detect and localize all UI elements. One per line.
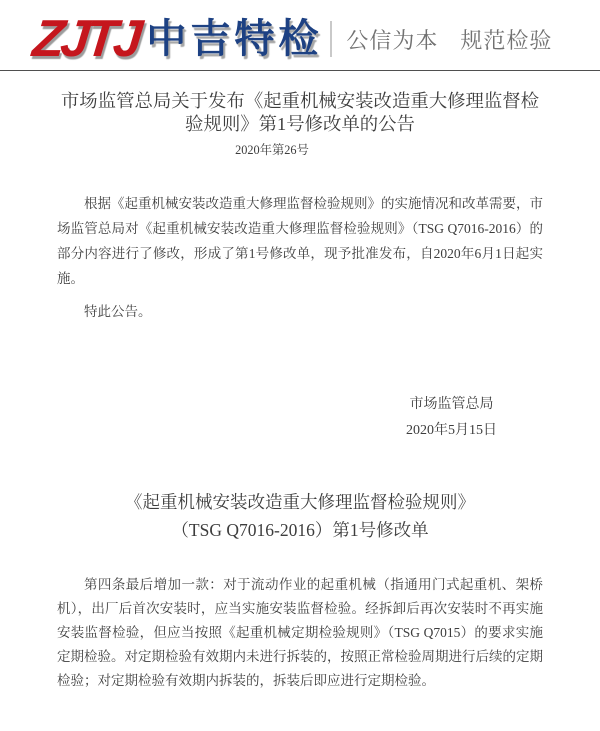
amendment-title xyxy=(57,488,543,544)
signature-date: 2020年5月15日 xyxy=(406,423,497,438)
tagline-left: 公信为本 xyxy=(346,27,439,53)
signature-agency: 市场监管总局 xyxy=(409,397,494,412)
logo-latin-text: ZJTJ xyxy=(29,10,142,68)
announcement-title: 市场监管总局关于发布《起重机械安装改造重大修理监督检验规则》第1号修改单的公告 xyxy=(60,91,540,134)
header-vertical-divider xyxy=(330,21,332,57)
document-body xyxy=(0,90,600,693)
announcement-paragraph-1: 根据《起重机械安装改造重大修理监督检验规则》的实施情况和改革需要，市场监管总局对《起重机械安装改造重大修理监督检验规则》（TSG Q7016-2016）的部分内容进行了修改，形成了第1号修改单，现予批准发布，自2020年6月1日起实施。 xyxy=(57,196,543,286)
tagline-right: 规范检验 xyxy=(460,27,553,53)
site-header xyxy=(0,0,600,71)
header-tagline xyxy=(346,24,552,55)
signature-block xyxy=(406,392,497,444)
brand-logo[interactable] xyxy=(29,10,323,68)
amendment-title-line-1: 《起重机械安装改造重大修理监督检验规则》 xyxy=(125,492,475,512)
amendment-body-paragraph: 第四条最后增加一款：对于流动作业的起重机械（指通用门式起重机、架桥机），出厂后首次安装时，应当实施安装监督检验。经拆卸后再次安装时不再实施安装监督检验，但应当按照《起重机械定期检验规则》（TSG Q7015）的要求实施定期检验。对定期检验有效期内未进行拆装的，按照正常检验周期进行后续的定期检验；对定期检验有效期内拆装的，拆装后即应进行定期检验。 xyxy=(57,577,543,688)
announcement-paragraph-2: 特此公告。 xyxy=(84,304,152,319)
logo-chinese-text: 中吉特检 xyxy=(146,17,323,61)
announcement-doc-number: 2020年第26号 xyxy=(235,143,309,157)
amendment-title-line-2: （TSG Q7016-2016）第1号修改单 xyxy=(171,520,429,540)
